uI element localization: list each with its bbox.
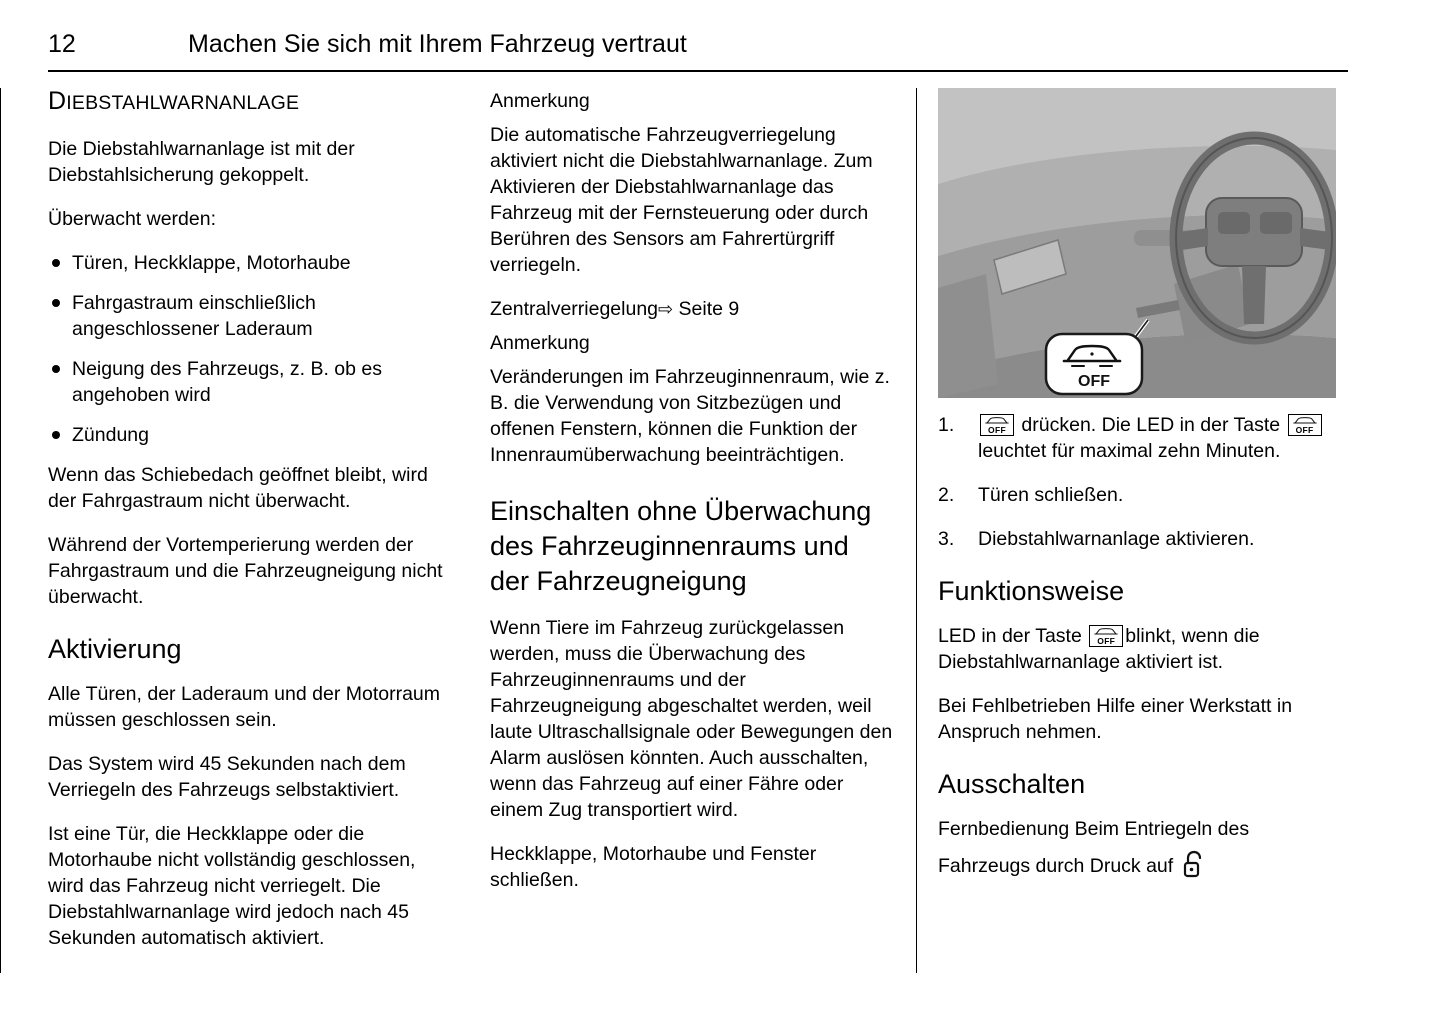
paragraph-remote-b-text: Fahrzeugs durch Druck auf	[938, 855, 1174, 877]
paragraph-remote-b	[938, 850, 1338, 880]
dashboard-illustration	[938, 88, 1336, 398]
alarm-car-glyph	[1094, 628, 1118, 636]
alarm-off-text: OFF	[1097, 636, 1116, 646]
cross-reference[interactable]	[490, 296, 895, 322]
list-item: Türen schließen.	[978, 484, 1124, 506]
paragraph-led-blink-b: blinkt, wenn die Diebstahlwarnanlage aktiviert ist.	[938, 625, 1260, 673]
column-divider-2	[916, 88, 917, 973]
list-item	[938, 412, 1338, 464]
heading-aktivierung: Aktivierung	[48, 634, 182, 664]
unlock-icon	[1182, 850, 1204, 880]
cross-reference-label: Zentralverriegelung	[490, 298, 659, 320]
paragraph-45-seconds: Das System wird 45 Sekunden nach dem Verriegeln des Fahrzeugs selbstaktiviert.	[48, 753, 406, 801]
unlock-glyph	[1182, 850, 1204, 880]
note-text-2: Veränderungen im Fahrzeuginnenraum, wie z. B. die Verwendung von Sitzbezügen und offenen Fenstern, können die Funktion der Innenraumüberwachung beeinträchtigen.	[490, 366, 890, 466]
column-one	[48, 88, 448, 969]
heading-funktionsweise: Funktionsweise	[938, 576, 1125, 606]
alarm-off-text: OFF	[1295, 425, 1314, 435]
list-item: Türen, Heckklappe, Motorhaube	[48, 250, 448, 276]
heading-ausschalten: Ausschalten	[938, 769, 1086, 799]
paragraph-malfunction: Bei Fehlbetrieben Hilfe einer Werkstatt in Anspruch nehmen.	[938, 695, 1293, 743]
paragraph-close-tailgate: Heckklappe, Motorhaube und Fenster schließen.	[490, 843, 817, 891]
callout-off-label: OFF	[1078, 373, 1110, 390]
alarm-car-glyph	[985, 417, 1009, 425]
paragraph-animals: Wenn Tiere im Fahrzeug zurückgelassen werden, muss die Überwachung des Fahrzeuginnenraums und der Fahrzeugneigung abgeschaltet werden, weil laute Ultraschallsignale oder Bewegungen den Alarm auslösen könnten. Auch ausschalten, wenn das Fahrzeug auf einer Fähre oder einem Zug transportiert wird.	[490, 617, 893, 821]
note-title-2: Anmerkung	[490, 332, 590, 354]
section-title-rest: IEBSTAHLWARNANLAGE	[66, 92, 300, 114]
step-text-continued: leuchtet für maximal zehn Minuten.	[978, 440, 1281, 462]
dashboard-illustration-graphic	[938, 88, 1336, 398]
column-two	[490, 88, 895, 911]
list-item: Fahrgastraum einschließlich angeschlossener Laderaum	[48, 290, 448, 342]
page-header	[48, 28, 1348, 72]
column-three	[938, 412, 1338, 898]
step-text: drücken. Die LED in der Taste	[1021, 414, 1281, 436]
alarm-off-text: OFF	[988, 425, 1006, 435]
section-title-diebstahlwarnanlage	[48, 88, 448, 116]
alarm-off-icon	[1089, 625, 1123, 647]
paragraph-remote-a: Fernbedienung Beim Entriegeln des	[938, 818, 1250, 840]
paragraph-preconditioning: Während der Vortemperierung werden der Fahrgastraum und die Fahrzeugneigung nicht überwacht.	[48, 534, 443, 608]
list-item: Diebstahlwarnanlage aktivieren.	[978, 528, 1255, 550]
monitored-list	[48, 250, 448, 448]
cross-reference-target: Seite 9	[678, 298, 740, 320]
note-title-1: Anmerkung	[490, 90, 590, 112]
alarm-car-glyph	[1293, 417, 1317, 425]
paragraph-intro: Die Diebstahlwarnanlage ist mit der Diebstahlsicherung gekoppelt.	[48, 138, 355, 186]
paragraph-door-not-closed: Ist eine Tür, die Heckklappe oder die Motorhaube nicht vollständig geschlossen, wird das Fahrzeug nicht verriegelt. Die Diebstahlwarnanlage wird jedoch nach 45 Sekunden automatisch aktiviert.	[48, 823, 416, 949]
page-title: Machen Sie sich mit Ihrem Fahrzeug vertraut	[188, 30, 687, 58]
page-number: 12	[48, 30, 76, 58]
heading-einschalten-ohne-ueberwachung: Einschalten ohne Überwachung des Fahrzeuginnenraums und der Fahrzeugneigung	[490, 496, 872, 596]
paragraph-led-blink	[938, 623, 1338, 675]
paragraph-sunroof: Wenn das Schiebedach geöffnet bleibt, wird der Fahrgastraum nicht überwacht.	[48, 464, 428, 512]
list-item: Zündung	[48, 422, 448, 448]
paragraph-doors-closed: Alle Türen, der Laderaum und der Motorraum müssen geschlossen sein.	[48, 683, 441, 731]
list-item: Neigung des Fahrzeugs, z. B. ob es angehoben wird	[48, 356, 448, 408]
column-divider-1	[0, 88, 1, 973]
paragraph-led-blink-a: LED in der Taste	[938, 625, 1082, 647]
cross-reference-arrow-icon: ⇨	[658, 299, 674, 319]
paragraph-monitored-label: Überwacht werden:	[48, 208, 216, 230]
note-text-1: Die automatische Fahrzeugverriegelung aktiviert nicht die Diebstahlwarnanlage. Zum Aktivieren der Diebstahlwarnanlage das Fahrzeug mit der Fernsteuerung oder durch Berühren des Sensors am Fahrertürgriff verriegeln.	[490, 124, 873, 276]
alarm-off-icon	[980, 414, 1014, 436]
alarm-off-icon	[1288, 414, 1322, 436]
section-title-initial: D	[48, 87, 67, 115]
procedure-steps	[938, 412, 1338, 552]
